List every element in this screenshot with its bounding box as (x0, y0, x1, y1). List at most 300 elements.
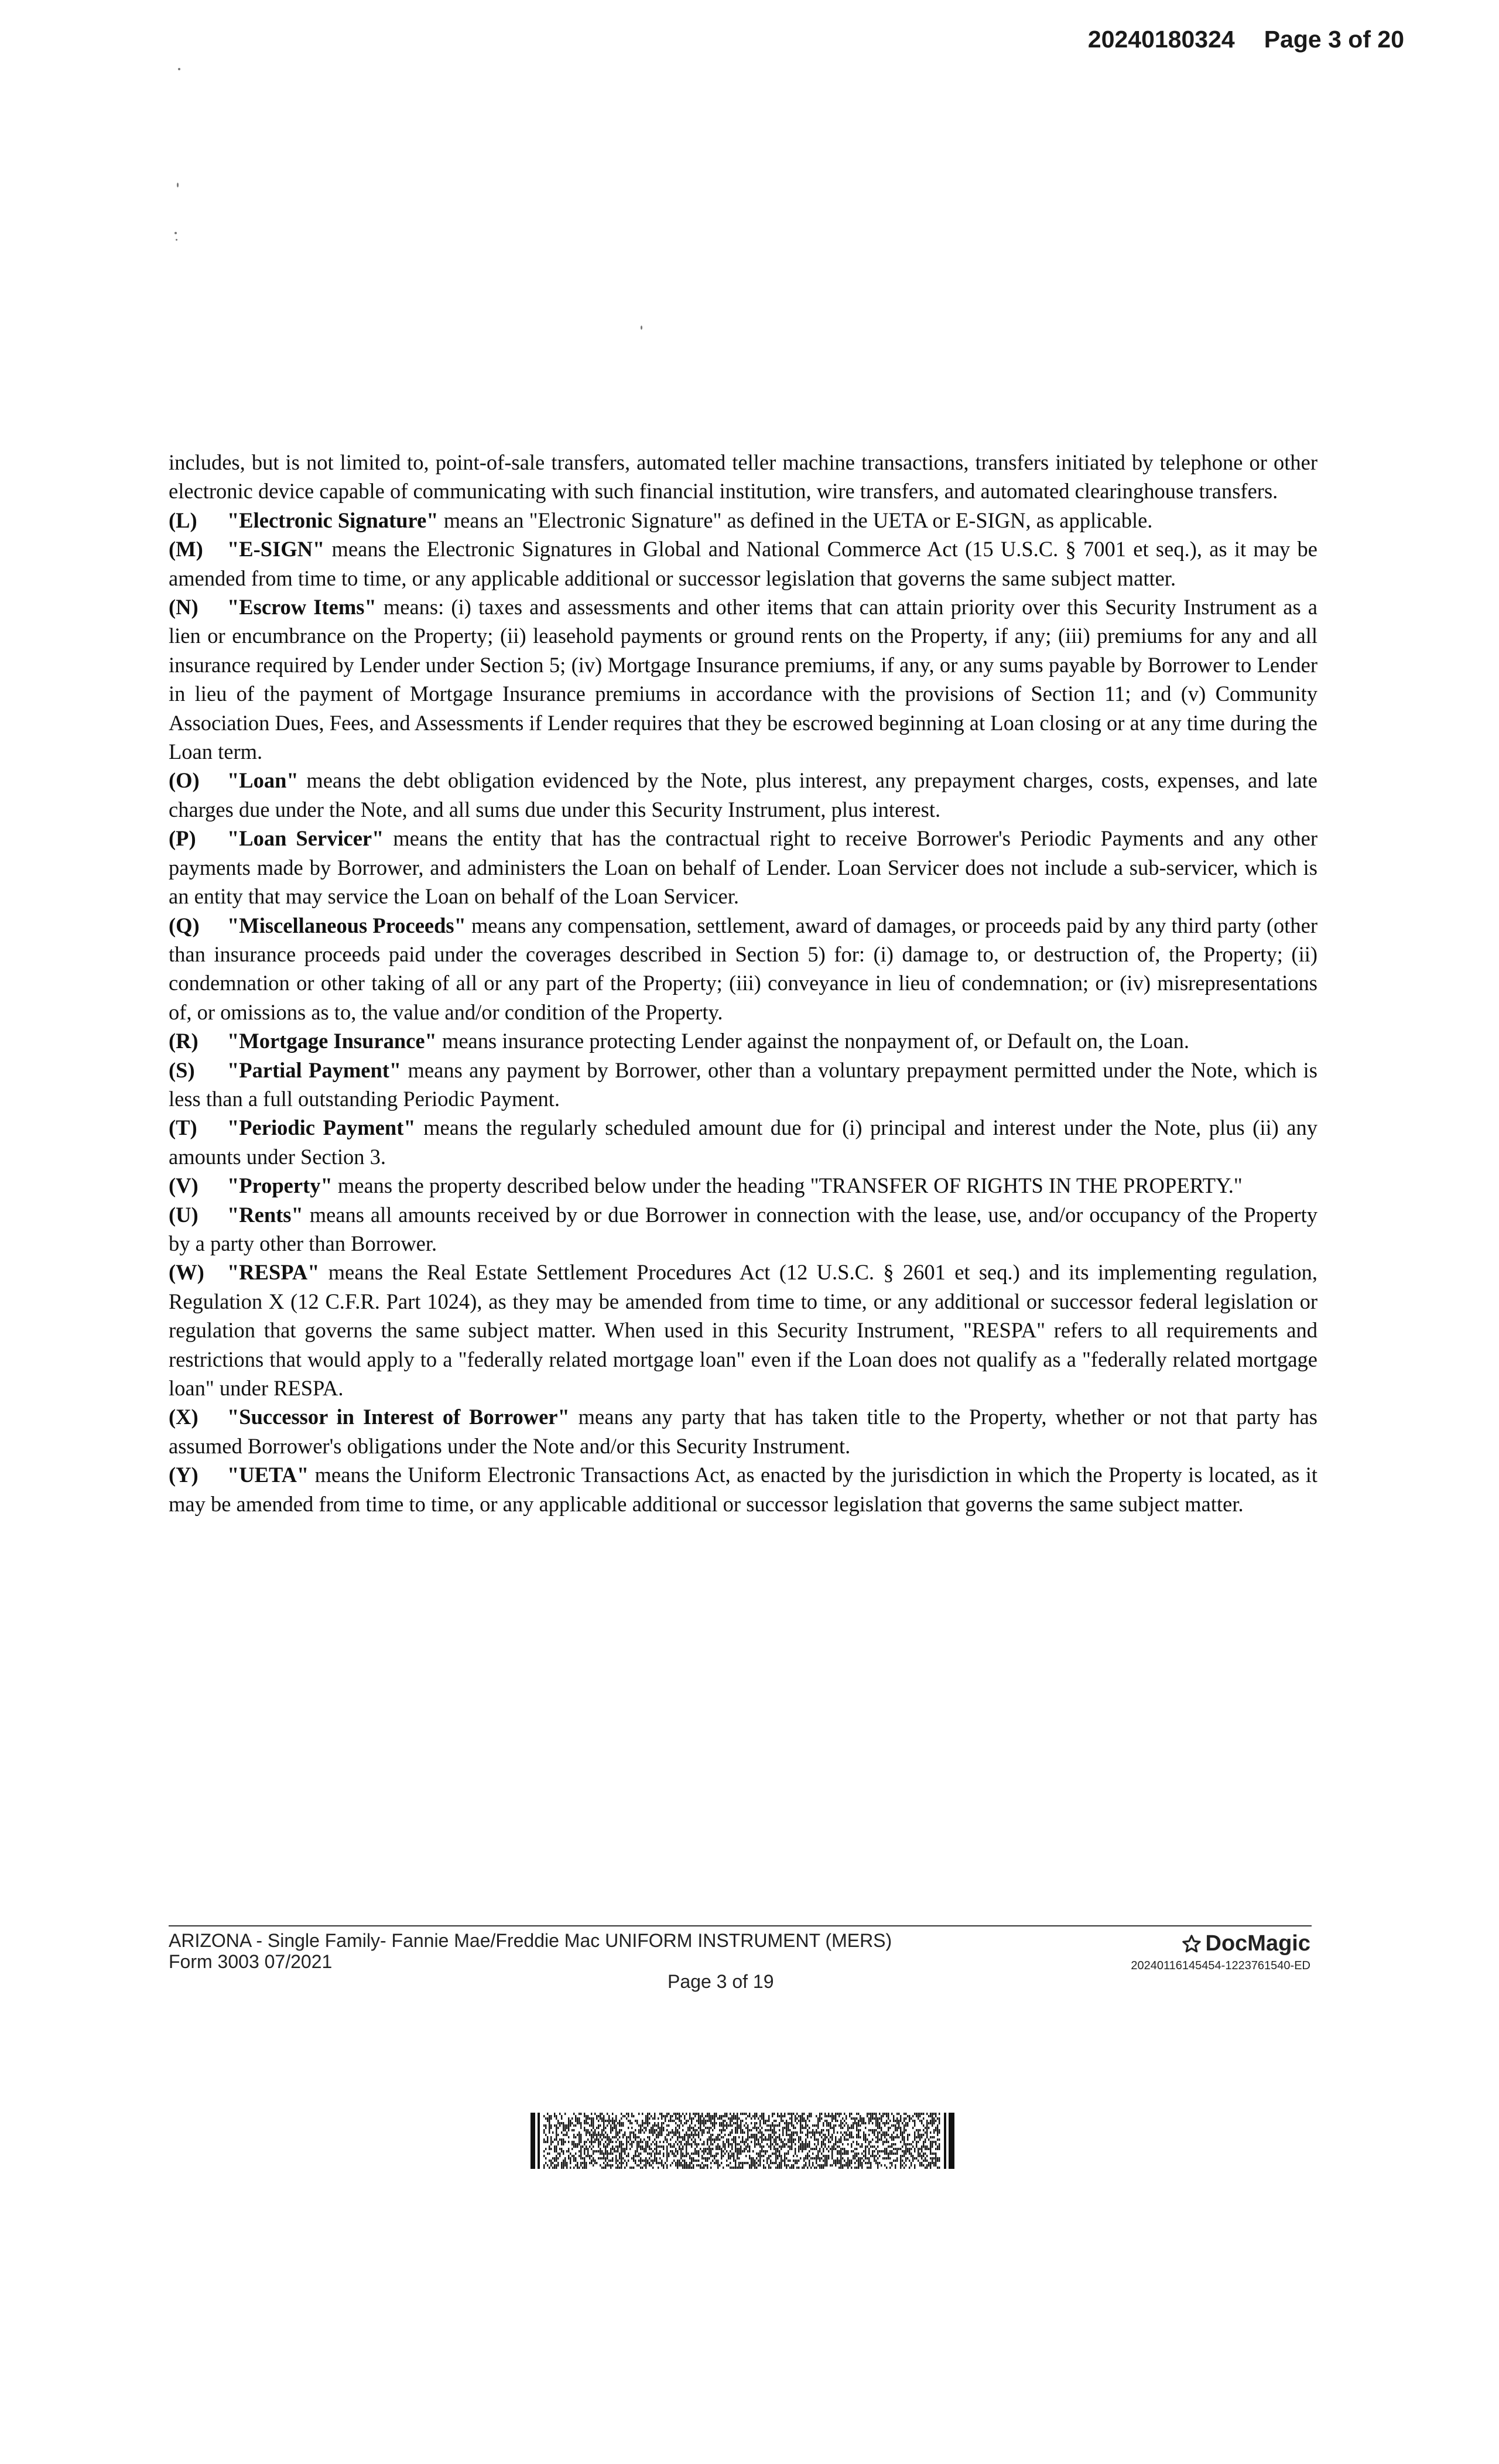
barcode-module (900, 2131, 901, 2134)
barcode-module (907, 2115, 908, 2117)
barcode-module (622, 2136, 624, 2138)
barcode-module (868, 2152, 870, 2155)
barcode-module (923, 2152, 924, 2155)
barcode-module (545, 2141, 546, 2143)
barcode-module (872, 2113, 873, 2115)
barcode-module (856, 2148, 857, 2150)
barcode-module (798, 2138, 799, 2141)
barcode-module (824, 2145, 826, 2148)
barcode-module (677, 2164, 678, 2167)
barcode-module (837, 2141, 838, 2143)
barcode-module (828, 2145, 829, 2148)
barcode-module (791, 2115, 792, 2117)
barcode-module (728, 2145, 729, 2148)
barcode-module (624, 2148, 625, 2150)
barcode-module (691, 2152, 692, 2155)
barcode-module (656, 2157, 657, 2160)
barcode-module (733, 2122, 734, 2124)
barcode-module (622, 2122, 624, 2124)
barcode-module (554, 2148, 555, 2150)
barcode-module (570, 2162, 571, 2164)
barcode-module (651, 2152, 652, 2155)
barcode-module (923, 2117, 924, 2120)
barcode-module (932, 2136, 933, 2138)
barcode-module (617, 2148, 618, 2150)
barcode-module (784, 2113, 785, 2115)
barcode-module (847, 2124, 848, 2127)
barcode-module (768, 2145, 769, 2148)
barcode-module (826, 2157, 827, 2160)
barcode-module (652, 2167, 653, 2169)
barcode-module (882, 2157, 884, 2160)
barcode-module (619, 2167, 620, 2169)
barcode-module (821, 2164, 822, 2167)
barcode-module (781, 2117, 782, 2120)
barcode-module (814, 2143, 815, 2145)
barcode-module (673, 2113, 675, 2115)
barcode-module (672, 2120, 673, 2122)
barcode-module (612, 2136, 613, 2138)
barcode-module (847, 2150, 848, 2152)
barcode-module (712, 2129, 713, 2131)
barcode-module (717, 2160, 718, 2162)
barcode-module (896, 2152, 898, 2155)
barcode-module (600, 2164, 601, 2167)
barcode-module (584, 2143, 585, 2145)
barcode-module (624, 2152, 625, 2155)
barcode-module (647, 2141, 648, 2143)
barcode-module (851, 2136, 852, 2138)
barcode-module (786, 2120, 787, 2122)
barcode-module (642, 2167, 643, 2169)
barcode-module (631, 2157, 632, 2160)
barcode-module (661, 2122, 662, 2124)
barcode-module (612, 2113, 613, 2115)
barcode-module (580, 2127, 581, 2129)
barcode-module (824, 2115, 826, 2117)
barcode-module (874, 2155, 875, 2157)
barcode-module (631, 2141, 632, 2143)
barcode-module (686, 2145, 687, 2148)
barcode-module (591, 2122, 592, 2124)
barcode-module (754, 2143, 755, 2145)
barcode-module (556, 2124, 557, 2127)
barcode-module (645, 2127, 646, 2129)
barcode-module (642, 2129, 643, 2131)
form-page-number: Page 3 of 19 (668, 1971, 774, 1992)
barcode-module (615, 2131, 617, 2134)
barcode-module (768, 2138, 769, 2141)
barcode-module (654, 2143, 655, 2145)
barcode-module (817, 2141, 819, 2143)
barcode-module (554, 2145, 555, 2148)
scan-speck (178, 68, 180, 70)
barcode-module (775, 2148, 776, 2150)
barcode-module (756, 2136, 757, 2138)
barcode-module (543, 2131, 545, 2134)
barcode-module (932, 2141, 933, 2143)
barcode-module (668, 2113, 669, 2115)
barcode-module (666, 2160, 668, 2162)
barcode-module (619, 2136, 620, 2138)
barcode-module (895, 2152, 896, 2155)
barcode-module (673, 2152, 675, 2155)
barcode-module (737, 2143, 738, 2145)
barcode-module (735, 2160, 736, 2162)
barcode-module (612, 2148, 613, 2150)
barcode-module (591, 2155, 592, 2157)
barcode-module (795, 2152, 796, 2155)
barcode-module (737, 2157, 738, 2160)
barcode-module (893, 2143, 894, 2145)
barcode-module (663, 2164, 664, 2167)
barcode-module (781, 2148, 782, 2150)
barcode-module (682, 2167, 683, 2169)
barcode-module (830, 2136, 831, 2138)
barcode-module (593, 2141, 594, 2143)
barcode-module (907, 2143, 908, 2145)
barcode-module (879, 2131, 880, 2134)
barcode-module (765, 2152, 766, 2155)
barcode-module (882, 2150, 884, 2152)
barcode-module (930, 2136, 931, 2138)
barcode-module (784, 2138, 785, 2141)
barcode-module (886, 2120, 887, 2122)
barcode-module (896, 2113, 898, 2115)
barcode-module (700, 2148, 701, 2150)
barcode-module (686, 2155, 687, 2157)
barcode-module (925, 2160, 926, 2162)
barcode-module (865, 2150, 866, 2152)
barcode-module (703, 2148, 704, 2150)
barcode-module (584, 2122, 585, 2124)
barcode-module (824, 2138, 826, 2141)
barcode-module (747, 2134, 748, 2136)
barcode-module (705, 2148, 706, 2150)
barcode-module (644, 2131, 645, 2134)
barcode-module (758, 2138, 759, 2141)
barcode-module (698, 2143, 699, 2145)
barcode-module (810, 2157, 812, 2160)
barcode-module (564, 2160, 566, 2162)
barcode-module (735, 2136, 736, 2138)
barcode-module (568, 2136, 569, 2138)
barcode-module (749, 2113, 750, 2115)
barcode-module (672, 2162, 673, 2164)
barcode-module (686, 2164, 687, 2167)
barcode-module (853, 2141, 854, 2143)
barcode-module (651, 2155, 652, 2157)
barcode-module (579, 2134, 580, 2136)
barcode-module (814, 2148, 815, 2150)
barcode-module (737, 2129, 738, 2131)
barcode-module (731, 2129, 733, 2131)
barcode-module (677, 2160, 678, 2162)
barcode-module (703, 2141, 704, 2143)
barcode-module (770, 2136, 771, 2138)
barcode-module (800, 2117, 801, 2120)
barcode-module (635, 2134, 636, 2136)
barcode-module (740, 2150, 741, 2152)
definition-term: "Miscellaneous Proceeds" (227, 913, 466, 937)
barcode-module (638, 2160, 639, 2162)
document-barcode (531, 2113, 954, 2169)
barcode-module (826, 2129, 827, 2131)
barcode-module (903, 2124, 905, 2127)
definition-text: means insurance protecting Lender against the nonpayment of, or Default on, the Loan. (436, 1029, 1190, 1053)
barcode-module (666, 2124, 668, 2127)
barcode-module (744, 2150, 745, 2152)
barcode-module (835, 2164, 836, 2167)
barcode-module (696, 2152, 697, 2155)
barcode-module (895, 2136, 896, 2138)
barcode-module (571, 2129, 573, 2131)
barcode-module (839, 2115, 840, 2117)
barcode-module (721, 2122, 722, 2124)
barcode-module (701, 2134, 703, 2136)
barcode-module (798, 2115, 799, 2117)
definition-continued (169, 448, 1317, 506)
barcode-module (663, 2115, 664, 2117)
barcode-module (759, 2155, 761, 2157)
barcode-module (879, 2113, 880, 2115)
barcode-module (591, 2120, 592, 2122)
barcode-module (584, 2113, 585, 2115)
barcode-module (636, 2164, 638, 2167)
barcode-module (626, 2148, 627, 2150)
barcode-module (549, 2120, 550, 2122)
barcode-module (744, 2143, 745, 2145)
barcode-module (888, 2129, 889, 2131)
barcode-module (884, 2157, 885, 2160)
barcode-module (550, 2162, 552, 2164)
barcode-module (601, 2134, 603, 2136)
barcode-module (612, 2157, 613, 2160)
barcode-module (717, 2134, 718, 2136)
barcode-module (933, 2164, 935, 2167)
barcode-module (921, 2113, 922, 2115)
barcode-module (896, 2134, 898, 2136)
barcode-module (684, 2143, 685, 2145)
barcode-module (896, 2120, 898, 2122)
barcode-module (840, 2124, 841, 2127)
barcode-module (673, 2155, 675, 2157)
barcode-module (884, 2152, 885, 2155)
barcode-module (803, 2157, 805, 2160)
barcode-module (775, 2162, 776, 2164)
barcode-module (580, 2148, 581, 2150)
barcode-module (568, 2127, 569, 2129)
barcode-module (828, 2141, 829, 2143)
barcode-module (587, 2155, 588, 2157)
barcode-module (905, 2164, 906, 2167)
barcode-module (817, 2120, 819, 2122)
barcode-module (587, 2115, 588, 2117)
barcode-module (603, 2127, 604, 2129)
barcode-module (918, 2131, 919, 2134)
barcode-module (614, 2127, 615, 2129)
barcode-module (564, 2124, 566, 2127)
barcode-module (694, 2148, 696, 2150)
barcode-module (719, 2138, 720, 2141)
barcode-module (557, 2134, 559, 2136)
barcode-module (573, 2160, 574, 2162)
barcode-module (788, 2150, 789, 2152)
barcode-module (593, 2164, 594, 2167)
barcode-module (756, 2167, 757, 2169)
barcode-module (554, 2138, 555, 2141)
barcode-module (768, 2115, 769, 2117)
barcode-module (559, 2155, 560, 2157)
barcode-module (758, 2160, 759, 2162)
barcode-module (610, 2127, 611, 2129)
barcode-module (566, 2124, 567, 2127)
barcode-module (860, 2117, 861, 2120)
barcode-module (668, 2124, 669, 2127)
barcode-module (619, 2120, 620, 2122)
barcode-module (598, 2143, 599, 2145)
barcode-module (840, 2157, 841, 2160)
barcode-module (891, 2162, 892, 2164)
barcode-module (647, 2152, 648, 2155)
barcode-module (684, 2122, 685, 2124)
barcode-module (895, 2120, 896, 2122)
barcode-module (789, 2141, 790, 2143)
barcode-module (659, 2127, 660, 2129)
barcode-module (733, 2155, 734, 2157)
barcode-module (770, 2138, 771, 2141)
barcode-module (939, 2145, 940, 2148)
barcode-module (682, 2160, 683, 2162)
barcode-module (666, 2157, 668, 2160)
barcode-module (817, 2150, 819, 2152)
barcode-module (716, 2162, 717, 2164)
barcode-module (710, 2148, 711, 2150)
barcode-module (911, 2155, 912, 2157)
barcode-module (677, 2167, 678, 2169)
barcode-module (640, 2141, 641, 2143)
barcode-module (865, 2155, 866, 2157)
barcode-module (895, 2167, 896, 2169)
barcode-module (640, 2157, 641, 2160)
barcode-module (737, 2122, 738, 2124)
barcode-module (781, 2120, 782, 2122)
barcode-module (779, 2115, 780, 2117)
barcode-module (905, 2113, 906, 2115)
barcode-module (587, 2129, 588, 2131)
barcode-module (677, 2143, 678, 2145)
barcode-module (930, 2167, 931, 2169)
barcode-module (905, 2124, 906, 2127)
barcode-module (719, 2129, 720, 2131)
barcode-module (840, 2120, 841, 2122)
barcode-module (549, 2117, 550, 2120)
barcode-module (691, 2143, 692, 2145)
barcode-module (649, 2148, 650, 2150)
barcode-module (777, 2143, 778, 2145)
barcode-module (563, 2129, 564, 2131)
barcode-module (593, 2157, 594, 2160)
barcode-module (830, 2124, 831, 2127)
barcode-module (870, 2145, 871, 2148)
barcode-module (935, 2157, 936, 2160)
barcode-module (717, 2164, 718, 2167)
barcode-module (921, 2134, 922, 2136)
barcode-module (584, 2160, 585, 2162)
barcode-module (677, 2162, 678, 2164)
barcode-module (796, 2122, 798, 2124)
barcode-module (705, 2150, 706, 2152)
barcode-module (645, 2141, 646, 2143)
barcode-module (709, 2150, 710, 2152)
barcode-module (761, 2150, 762, 2152)
barcode-module (819, 2160, 820, 2162)
barcode-module (759, 2160, 761, 2162)
barcode-module (856, 2129, 857, 2131)
barcode-module (886, 2138, 887, 2141)
barcode-module (784, 2145, 785, 2148)
barcode-module (679, 2117, 680, 2120)
barcode-module (903, 2150, 905, 2152)
barcode-module (642, 2124, 643, 2127)
barcode-module (605, 2152, 606, 2155)
barcode-module (867, 2138, 868, 2141)
barcode-module (701, 2155, 703, 2157)
barcode-module (791, 2131, 792, 2134)
barcode-module (884, 2164, 885, 2167)
barcode-module (861, 2143, 863, 2145)
barcode-module (800, 2138, 801, 2141)
barcode-module (833, 2129, 834, 2131)
barcode-module (786, 2122, 787, 2124)
barcode-module (817, 2157, 819, 2160)
barcode-module (693, 2127, 694, 2129)
barcode-module (817, 2138, 819, 2141)
barcode-module (728, 2134, 729, 2136)
barcode-module (781, 2160, 782, 2162)
barcode-module (724, 2120, 725, 2122)
barcode-module (693, 2160, 694, 2162)
barcode-module (888, 2127, 889, 2129)
barcode-module (738, 2117, 740, 2120)
barcode-module (903, 2152, 905, 2155)
barcode-module (686, 2167, 687, 2169)
barcode-module (594, 2160, 596, 2162)
barcode-module (603, 2145, 604, 2148)
barcode-module (758, 2117, 759, 2120)
barcode-module (886, 2134, 887, 2136)
barcode-module (888, 2113, 889, 2115)
barcode-module (693, 2134, 694, 2136)
barcode-module (833, 2143, 834, 2145)
barcode-module (751, 2167, 752, 2169)
barcode-module (675, 2113, 676, 2115)
barcode-module (793, 2141, 794, 2143)
barcode-module (580, 2124, 581, 2127)
barcode-module (837, 2120, 838, 2122)
barcode-module (698, 2155, 699, 2157)
barcode-module (939, 2131, 940, 2134)
barcode-module (828, 2131, 829, 2134)
barcode-module (816, 2155, 817, 2157)
barcode-module (754, 2145, 755, 2148)
barcode-module (784, 2162, 785, 2164)
barcode-module (816, 2131, 817, 2134)
barcode-module (666, 2113, 668, 2115)
barcode-module (591, 2160, 592, 2162)
barcode-module (629, 2138, 631, 2141)
barcode-module (638, 2164, 639, 2167)
